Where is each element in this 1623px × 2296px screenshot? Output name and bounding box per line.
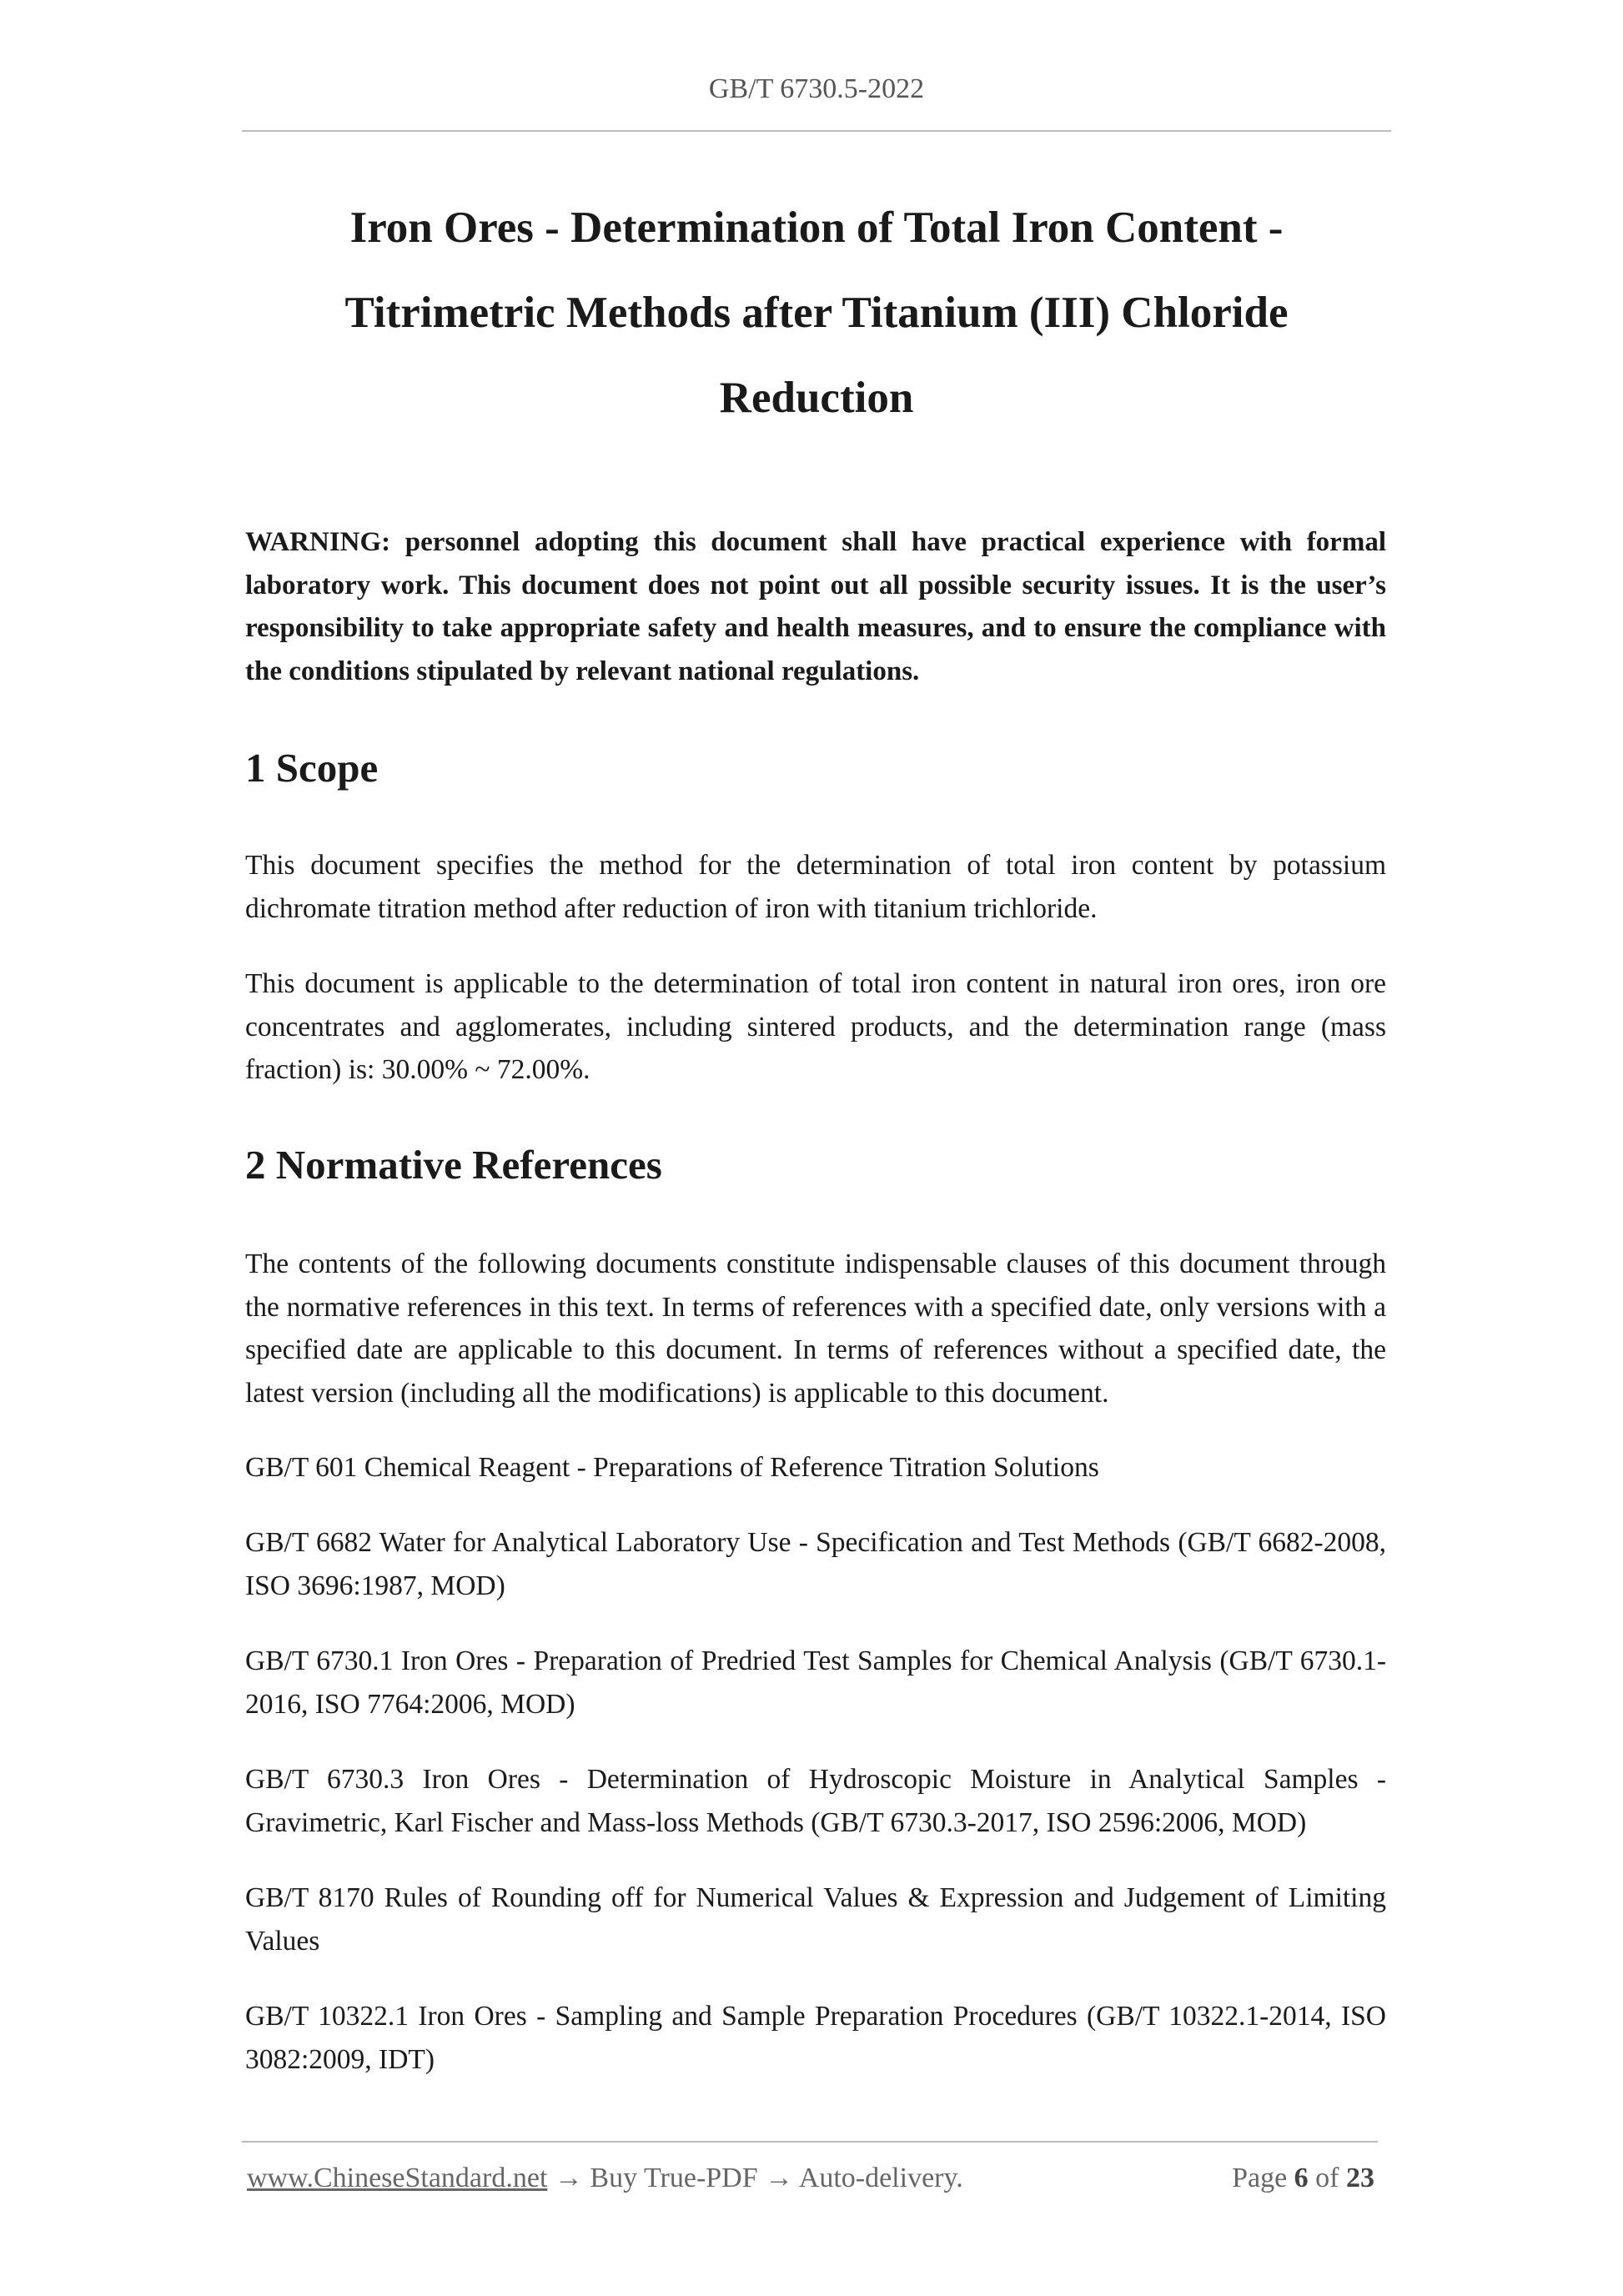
reference-item: GB/T 10322.1 Iron Ores - Sampling and Sample Preparation Procedures (GB/T 10322.1-2014, ISO 3082:2009, IDT) (245, 2001, 1386, 2075)
warning-paragraph: WARNING: personnel adopting this document shall have practical experience with formal laboratory work. This document does not point out all possible security issues. It is the user’s responsibility to take appropriate safety and health measures, and to ensure the compliance with the conditions stipulated by relevant national regulations. (245, 527, 1386, 686)
auto-delivery-text: Auto-delivery. (798, 2163, 963, 2193)
reference-item: GB/T 6730.3 Iron Ores - Determination of Hydroscopic Moisture in Analytical Samples - Gravimetric, Karl Fischer and Mass-loss Methods (GB/T 6730.3-2017, ISO 2596:2006, MOD) (245, 1764, 1386, 1838)
current-page-number: 6 (1294, 2163, 1309, 2193)
reference-item: GB/T 6730.1 Iron Ores - Preparation of Predried Test Samples for Chemical Analysis (GB/T 6730.1-2016, ISO 7764:2006, MOD) (245, 1645, 1386, 1720)
scope-paragraph-2: This document is applicable to the determination of total iron content in natural iron ores, iron ore concentrates and agglomerates, including sintered products, and the determination range (mass fraction) is: 30.00% ~ 72.00%. (245, 968, 1386, 1085)
section-heading-scope: 1 Scope (245, 745, 379, 791)
footer-promo (247, 2163, 963, 2194)
arrow-right-icon: → (554, 2163, 583, 2193)
page-label: Page (1232, 2163, 1288, 2193)
header-divider (242, 130, 1391, 132)
references-intro-paragraph: The contents of the following documents constitute indispensable clauses of this document through the normative references in this text. In terms of references with a specified date, only versions with a specified date are applicable to this document. In terms of references without a specified date, the latest version (including all the modifications) is applicable to this document. (245, 1248, 1386, 1409)
scope-paragraph-1: This document specifies the method for the determination of total iron content by potassium dichromate titration method after reduction of iron with titanium trichloride. (245, 850, 1386, 924)
reference-item: GB/T 6682 Water for Analytical Laboratory Use - Specification and Test Methods (GB/T 6682-2008, ISO 3696:1987, MOD) (245, 1527, 1386, 1601)
buy-true-pdf-text: Buy True-PDF (590, 2163, 758, 2193)
reference-item: GB/T 8170 Rules of Rounding off for Numerical Values & Expression and Judgement of Limiting Values (245, 1882, 1386, 1957)
total-page-count: 23 (1346, 2163, 1374, 2193)
footer-divider (242, 2141, 1378, 2143)
title-line-1: Iron Ores - Determination of Total Iron Content - (349, 203, 1284, 252)
reference-item: GB/T 601 Chemical Reagent - Preparations of Reference Titration Solutions (245, 1452, 1099, 1483)
website-link[interactable]: www.ChineseStandard.net (247, 2163, 548, 2193)
document-title (242, 185, 1391, 440)
title-line-3: Reduction (719, 374, 914, 422)
of-label: of (1315, 2163, 1339, 2193)
running-header: GB/T 6730.5-2022 (708, 73, 925, 104)
title-line-2: Titrimetric Methods after Titanium (III) Chloride (344, 289, 1289, 337)
page-number (1232, 2163, 1374, 2194)
section-heading-normative-references: 2 Normative References (245, 1142, 662, 1188)
arrow-right-icon: → (765, 2163, 794, 2193)
